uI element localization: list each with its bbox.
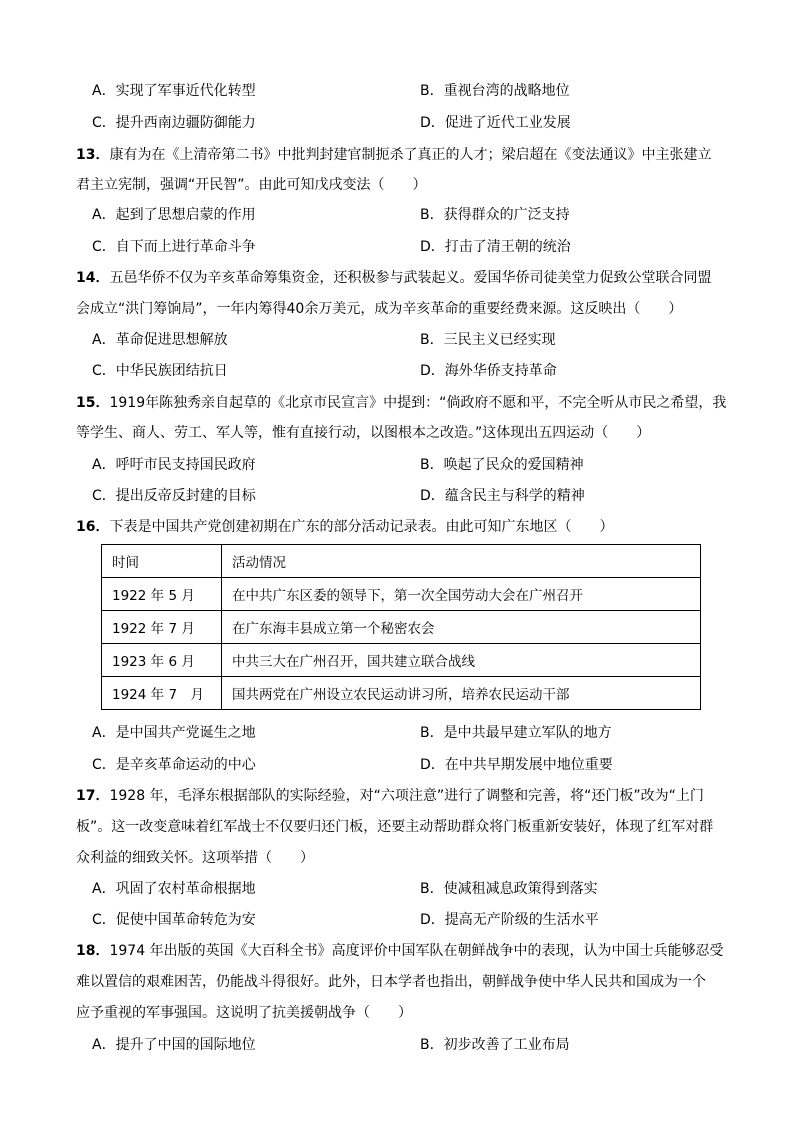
q15-option-a: A．呼吁市民支持国民政府 <box>92 457 256 473</box>
table-cell-activity: 国共两党在广州设立农民运动讲习所，培养农民运动干部 <box>222 677 701 710</box>
q16-stem-line-1: 16．下表是中国共产党创建初期在广东的部分活动记录表。由此可知广东地区（ ） <box>76 519 614 535</box>
q12-option-b: B．重视台湾的战略地位 <box>420 83 570 99</box>
table-cell-activity: 在中共广东区委的领导下，第一次全国劳动大会在广州召开 <box>222 578 701 611</box>
q17-stem-line-1: 17．1928 年，毛泽东根据部队的实际经验，对“六项注意”进行了调整和完善，将“还门板”改为“上门 <box>76 788 704 804</box>
table-row <box>102 611 701 644</box>
q15-option-b: B．唤起了民众的爱国精神 <box>420 457 584 473</box>
q13-option-b: B．获得群众的广泛支持 <box>420 207 570 223</box>
q13-number: 13． <box>76 147 110 163</box>
table-row <box>102 677 701 710</box>
q17-stem-line-3: 众利益的细致关怀。这项举措（ ） <box>76 850 314 866</box>
q12-option-d: D．促进了近代工业发展 <box>420 115 571 131</box>
q18-option-a: A．提升了中国的国际地位 <box>92 1037 256 1053</box>
table-cell-time: 1922 年 7 月 <box>102 611 222 644</box>
q15-stem-line-1: 15．1919年陈独秀亲自起草的《北京市民宣言》中提到：“倘政府不愿和平，不完全听从市民之希望，我 <box>76 395 727 411</box>
table-cell-activity: 中共三大在广州召开，国共建立联合战线 <box>222 644 701 677</box>
q15-option-d: D．蕴含民主与科学的精神 <box>420 488 585 504</box>
q14-number: 14． <box>76 270 110 286</box>
table-row <box>102 644 701 677</box>
table-header-activity: 活动情况 <box>222 545 701 578</box>
q13-stem-line-1: 13．康有为在《上清帝第二书》中批判封建官制扼杀了真正的人才；梁启超在《变法通议》中主张建立 <box>76 147 712 163</box>
q18-number: 18． <box>76 943 110 959</box>
q13-option-c: C．自下而上进行革命斗争 <box>92 239 256 255</box>
q14-option-d: D．海外华侨支持革命 <box>420 363 557 379</box>
q16-number: 16． <box>76 519 110 535</box>
table-row <box>102 578 701 611</box>
q13-option-a: A．起到了思想启蒙的作用 <box>92 207 256 223</box>
q17-number: 17． <box>76 788 110 804</box>
q13-option-d: D．打击了清王朝的统治 <box>420 239 571 255</box>
q14-stem-line-1: 14．五邑华侨不仅为辛亥革命筹集资金，还积极参与武装起义。爱国华侨司徒美堂力促致公堂联合同盟 <box>76 270 712 286</box>
q15-stem-line-2: 等学生、商人、劳工、军人等，惟有直接行动，以图根本之改造。”这体现出五四运动（ ） <box>76 425 651 441</box>
q14-option-c: C．中华民族团结抗日 <box>92 363 228 379</box>
table-cell-activity: 在广东海丰县成立第一个秘密农会 <box>222 611 701 644</box>
q18-option-b: B．初步改善了工业布局 <box>420 1037 570 1053</box>
q17-option-a: A．巩固了农村革命根据地 <box>92 881 256 897</box>
q17-option-d: D．提高无产阶级的生活水平 <box>420 912 599 928</box>
table-cell-time: 1924 年 7 月 <box>102 677 222 710</box>
q16-option-c: C．是辛亥革命运动的中心 <box>92 757 256 773</box>
q17-stem-line-2: 板”。这一改变意味着红军战士不仅要归还门板，还要主动帮助群众将门板重新安装好，体现了红军对群 <box>76 819 714 835</box>
q18-stem-line-1: 18．1974 年出版的英国《大百科全书》高度评价中国军队在朝鲜战争中的表现，认为中国士兵能够忍受 <box>76 943 724 959</box>
table-cell-time: 1922 年 5 月 <box>102 578 222 611</box>
q15-option-c: C．提出反帝反封建的目标 <box>92 488 256 504</box>
q14-option-b: B．三民主义已经实现 <box>420 332 556 348</box>
q13-stem-line-2: 君主立宪制，强调“开民智”。由此可知戊戌变法（ ） <box>76 177 427 193</box>
q16-option-a: A．是中国共产党诞生之地 <box>92 725 256 741</box>
q18-stem-line-2: 难以置信的艰难困苦，仍能战斗得很好。此外，日本学者也指出，朝鲜战争使中华人民共和国成为一个 <box>76 974 706 990</box>
q17-option-b: B．使减租减息政策得到落实 <box>420 881 598 897</box>
q17-option-c: C．促使中国革命转危为安 <box>92 912 256 928</box>
table-header-time: 时间 <box>102 545 222 578</box>
q16-option-b: B．是中共最早建立军队的地方 <box>420 725 612 741</box>
q16-option-d: D．在中共早期发展中地位重要 <box>420 757 613 773</box>
q14-option-a: A．革命促进思想解放 <box>92 332 228 348</box>
q12-option-c: C．提升西南边疆防御能力 <box>92 115 256 131</box>
table-header-row <box>102 545 701 578</box>
table-cell-time: 1923 年 6 月 <box>102 644 222 677</box>
q12-option-a: A．实现了军事近代化转型 <box>92 83 256 99</box>
q18-stem-line-3: 应予重视的军事强国。这说明了抗美援朝战争（ ） <box>76 1005 412 1021</box>
activity-records-table <box>101 544 701 710</box>
q14-stem-line-2: 会成立“洪门筹饷局”，一年内筹得40余万美元，成为辛亥革命的重要经费来源。这反映出（ ） <box>76 301 683 317</box>
q15-number: 15． <box>76 395 110 411</box>
